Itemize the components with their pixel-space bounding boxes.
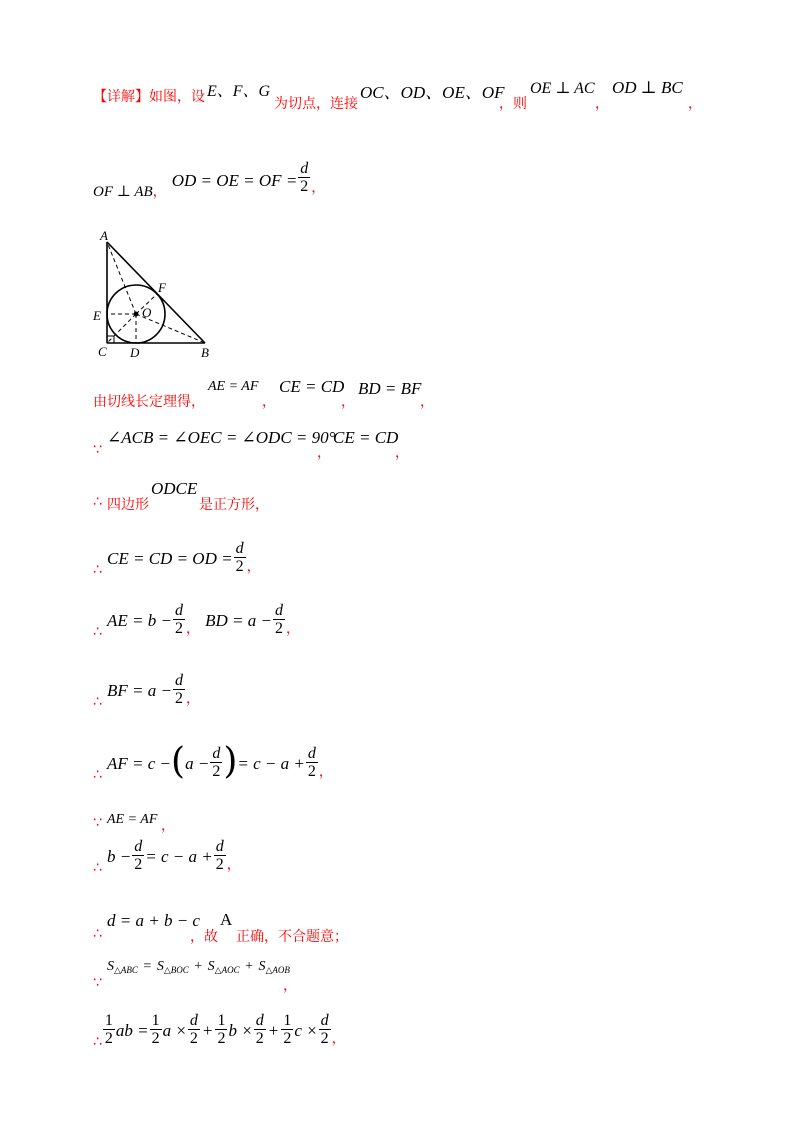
text: 正确，不合题意； (236, 929, 348, 945)
text: 是正方形， (199, 497, 269, 513)
eq-bf: BF = a − (107, 681, 172, 700)
comma: ， (262, 394, 276, 410)
fraction: $\frac{d}{2}$ (174, 602, 183, 637)
eq-af: AF = c − (107, 753, 172, 773)
perp-1: OE ⊥ AC (530, 80, 595, 97)
comma: ， (246, 559, 261, 575)
left-paren: ( (171, 741, 186, 782)
comma: ， (152, 184, 167, 200)
quadrilateral: ODCE (151, 479, 198, 498)
comma: ， (331, 1031, 346, 1047)
line-1 (93, 86, 205, 106)
line-7 (93, 602, 300, 640)
because-sign: ∵ (93, 815, 102, 831)
label-o: O (142, 305, 152, 320)
expr: = c − a + (145, 847, 213, 866)
expr: b × (228, 1021, 253, 1040)
label-a: A (100, 228, 108, 243)
label-f: F (158, 280, 166, 295)
angle-equation: ∠ACB = ∠OEC = ∠ODC = 90° (107, 428, 336, 447)
comma: ， (226, 857, 241, 873)
fraction: $\frac{1}{2}$ (283, 1012, 292, 1047)
fraction: $\frac{d}{2}$ (212, 744, 221, 780)
segments: OC、OD、OE、OF (360, 83, 505, 102)
because-sign: ∵ (93, 442, 102, 458)
comma: ， (311, 180, 326, 196)
text: 为切点，连接 (274, 96, 358, 112)
fraction: $\frac{d}{2}$ (320, 1012, 329, 1047)
perp-3: OF ⊥ AB (93, 184, 153, 200)
eq-ae-af: AE = AF (208, 379, 259, 394)
eq-bd: BD = a − (205, 611, 272, 630)
label-d: D (130, 345, 140, 360)
line-8 (93, 672, 200, 710)
eq-ae-af: AE = AF (107, 812, 158, 827)
eq-bd-bf: BD = BF (358, 379, 422, 398)
fraction: $\frac{1}{2}$ (217, 1012, 226, 1047)
fraction: $\frac{d}{2}$ (189, 1012, 198, 1047)
expr: a × (162, 1021, 187, 1040)
text: 由切线长定理得， (93, 394, 205, 410)
line-9 (93, 741, 333, 783)
text: 四边形 (107, 497, 149, 513)
comma: ， (595, 96, 609, 112)
center-dot (134, 312, 139, 317)
text: ，故 (190, 929, 218, 945)
comma: ， (317, 445, 331, 461)
therefore-sign: ∴ (93, 766, 102, 783)
comma: ， (161, 818, 175, 834)
label-b: B (201, 345, 209, 360)
therefore-sign: ∴ (93, 494, 102, 510)
fraction: $\frac{d}{2}$ (174, 672, 183, 707)
line-2 (93, 160, 326, 200)
therefore-sign: ∴ (93, 860, 102, 876)
fraction: $\frac{d}{2}$ (300, 160, 309, 195)
fraction: $\frac{d}{2}$ (307, 744, 316, 780)
fraction: $\frac{1}{2}$ (104, 1012, 113, 1047)
comma: ， (283, 978, 297, 994)
tangent-points: E、F、G (207, 83, 271, 100)
detail-tag: 【详解】 (93, 89, 149, 105)
comma: ， (318, 763, 333, 780)
right-paren: ) (223, 741, 238, 782)
comma: ， (285, 621, 300, 637)
eq-ce-cd: CE = CD (333, 428, 399, 447)
expr: = c − a + (237, 753, 305, 773)
label-e: E (93, 308, 101, 323)
fraction: $\frac{d}{2}$ (215, 838, 224, 873)
eq-ce-cd: CE = CD (279, 377, 345, 396)
therefore-sign: ∴ (93, 694, 102, 710)
geometry-figure (90, 228, 220, 363)
area-equation: $S_{\triangle ABC} = S_{\triangle BOC} + S_{\triangle AOC} + S_{\triangle AOB}$ (107, 959, 290, 975)
therefore-sign: ∴ (93, 926, 102, 942)
because-sign: ∵ (93, 975, 102, 991)
text: 如图，设 (149, 89, 205, 105)
comma: ， (688, 96, 702, 112)
expr: b − (107, 847, 132, 866)
comma: ， (420, 394, 434, 410)
segment-oa (107, 242, 136, 314)
line-6 (93, 540, 261, 578)
comma: ， (395, 445, 409, 461)
fraction: $\frac{d}{2}$ (235, 540, 244, 575)
comma: ， (185, 621, 200, 637)
line-14: ∴ $\frac{1}{2}$ ab = $\frac{1}{2}$ a × $\frac{d}{2}$ + $\frac{1}{2}$ b × $\frac{d}{2}$ + $\frac{1}{2}$ c × $\frac{d}{2}$ ， (93, 1012, 346, 1050)
text: ，则 (499, 96, 527, 112)
fraction: $\frac{1}{2}$ (151, 1012, 160, 1047)
eq-d: d = a + b − c (107, 911, 200, 930)
therefore-sign: ∴ (93, 562, 102, 578)
expr: a − (185, 753, 210, 773)
perp-2: OD ⊥ BC (612, 78, 683, 97)
eq-ae: AE = b − (107, 611, 172, 630)
line-11 (93, 838, 241, 876)
equation: OD = OE = OF = (171, 171, 298, 190)
expr: c × (294, 1021, 318, 1040)
label-c: C (98, 344, 107, 359)
fraction: $\frac{d}{2}$ (274, 602, 283, 637)
fraction: $\frac{d}{2}$ (255, 1012, 264, 1047)
therefore-sign: ∴ (93, 624, 102, 640)
option-a: A (220, 910, 233, 929)
equation: CE = CD = OD = (107, 549, 233, 568)
comma: ， (341, 394, 355, 410)
comma: ， (185, 691, 200, 707)
expr: ab = (115, 1021, 149, 1040)
fraction: $\frac{d}{2}$ (134, 838, 143, 873)
therefore-sign: ∴ (93, 1034, 102, 1050)
